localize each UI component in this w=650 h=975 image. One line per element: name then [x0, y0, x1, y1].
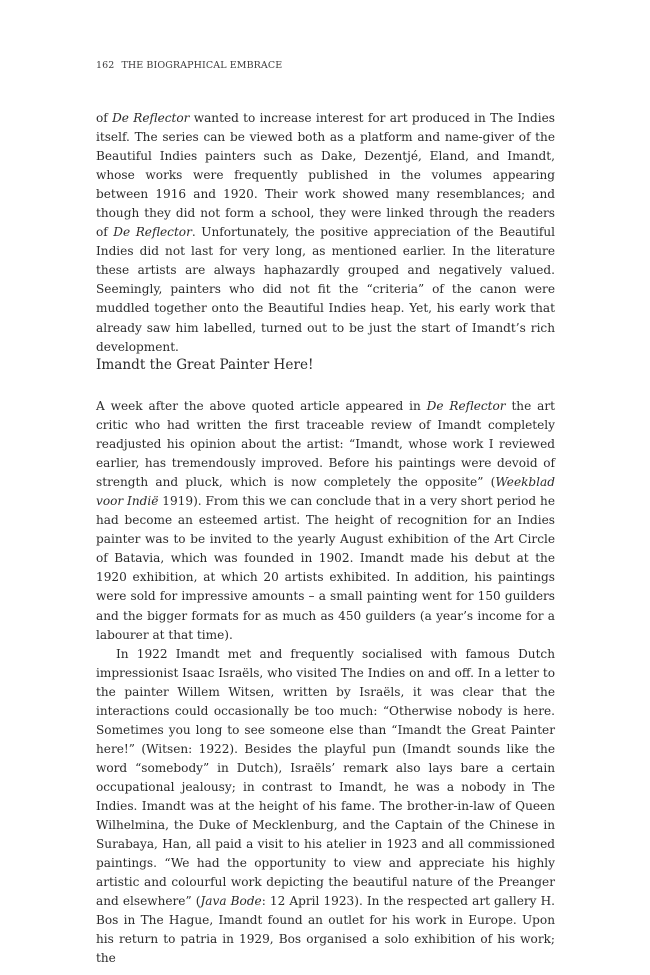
text-block-intro	[96, 109, 555, 357]
italic-title: Java Bode	[200, 894, 262, 909]
body-paragraph	[96, 645, 555, 969]
italic-title: De Reflector	[113, 225, 192, 240]
section-heading: Imandt the Great Painter Here!	[96, 357, 314, 373]
text-run: 1919). From this we can conclude that in a very short period he had become an esteemed artist. The height of recognition for an Indies painter was to be invited to the yearly August exhibition of the Art Circle of Batavia, which was founded in 1902. Imandt made his debut at the 1920 exhibition, at which 20 artists exhibited. In addition, his paintings were sold for impressive amounts – a small painting went for 150 guilders and the bigger formats for as much as 450 guilders (a year’s income for a labourer at that time).	[96, 494, 555, 642]
page-number: 162	[96, 60, 115, 71]
text-run: the art critic who had written the first traceable review of Imandt completely readjusted his opinion about the artist: “Imandt, whose work I reviewed earlier, has tremendously improved. Before his paintings were devoid of strength and pluck, which is now completely the opposite” (	[96, 399, 555, 490]
italic-title: De Reflector	[112, 111, 190, 125]
text-run: . Unfortunately, the positive appreciation of the Beautiful Indies did not last for very long, as mentioned earlier. In the literature these artists are always haphazardly grouped and negatively valued. Seemingly, painters who did not fit the “criteria” of the canon were muddled together onto the Beautiful Indies heap. Yet, his early work that already saw him labelled, turned out to be just the start of Imandt’s rich development.	[96, 225, 555, 354]
running-head	[96, 60, 282, 71]
text-run: A week after the above quoted article appeared in	[96, 399, 427, 413]
text-run: wanted to increase interest for art produced in The Indies itself. The series can be viewed both as a platform and name-giver of the Beautiful Indies painters such as Dake, Dezentjé, Eland, and Imandt, whose works were frequently published in the volumes appearing between 1916 and 1920. Their work showed many resemblances; and though they did not form a school, they were linked through the readers of	[96, 111, 556, 240]
text-block-section	[96, 397, 555, 968]
text-run: In 1922 Imandt met and frequently socialised with famous Dutch impressionist Isaac Israëls, who visited The Indies on and off. In a letter to the painter Willem Witsen, written by Israëls, it was clear that the interactions could occasionally be too much: “Otherwise nobody is here. Sometimes you long to see someone else than “Imandt the Great Painter here!” (Witsen: 1922). Besides the playful pun (Imandt sounds like the word “somebody” in Dutch), Israëls’ remark also lays bare a certain occupational jealousy; in contrast to Imandt, he was a nobody in The Indies. Imandt was at the height of his fame. The brother-in-law of Queen Wilhelmina, the Duke of Mecklenburg, and the Captain of the Chinese in Surabaya, Han, all paid a visit to his atelier in 1923 and all commissioned paintings. “We had the opportunity to view and appreciate his highly artistic and colourful work depicting the beautiful nature of the Preanger and elsewhere” (	[96, 646, 555, 909]
body-paragraph	[96, 109, 555, 357]
text-run: of	[96, 111, 113, 125]
running-head-title: THE BIOGRAPHICAL EMBRACE	[121, 60, 283, 71]
italic-title: Weekblad voor Indië	[96, 475, 555, 509]
italic-title: De Reflector	[426, 399, 506, 413]
text-run: : 12 April 1923). In the respected art gallery H. Bos in The Hague, Imandt found an outlet for his work in Europe. Upon his return to patria in 1929, Bos organised a solo exhibition of his work; the	[96, 894, 555, 966]
body-paragraph	[96, 397, 555, 645]
